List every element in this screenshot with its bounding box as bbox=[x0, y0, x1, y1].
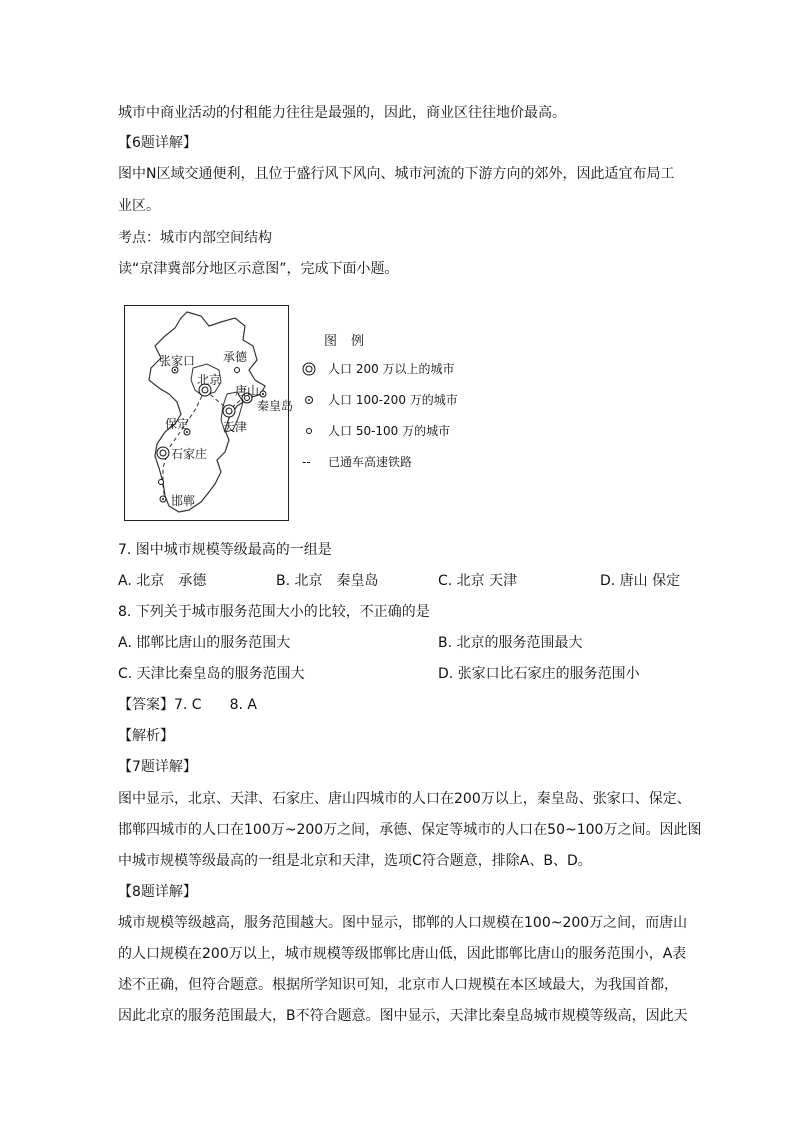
q8-stem: 8. 下列关于城市服务范围大小的比较，不正确的是 bbox=[118, 604, 430, 620]
legend-title: 图例 bbox=[324, 334, 379, 349]
high-speed-rail-line bbox=[163, 390, 208, 500]
label-beijing: 北京 bbox=[197, 373, 222, 387]
label-tangshan: 唐山 bbox=[235, 384, 260, 398]
legend-item-50-100 bbox=[300, 422, 470, 440]
small-city-symbol bbox=[159, 480, 164, 485]
paragraph-commercial-rent: 城市中商业活动的付租能力往往是最强的，因此，商业区往往地价最高。 bbox=[118, 105, 566, 121]
label-chengde: 承德 bbox=[223, 350, 248, 364]
city-shijiazhuang-symbol bbox=[157, 447, 169, 459]
label-baoding: 保定 bbox=[165, 417, 190, 431]
q7-stem: 7. 图中城市规模等级最高的一组是 bbox=[118, 542, 332, 558]
legend-item-100-200 bbox=[300, 391, 470, 409]
q8-option-d: D. 张家口比石家庄的服务范围小 bbox=[438, 666, 640, 682]
label-qinhuangdao: 秦皇岛 bbox=[257, 399, 294, 413]
q6-heading: 【6题详解】 bbox=[118, 135, 197, 151]
q8-detail-line1: 城市规模等级越高，服务范围越大。图中显示，邯郸的人口规模在100~200万之间，而唐山 bbox=[118, 915, 688, 931]
map-graphic bbox=[125, 306, 290, 522]
q8-option-b: B. 北京的服务范围最大 bbox=[438, 635, 583, 651]
city-chengde-symbol bbox=[235, 368, 240, 373]
legend-text-50-100: 人口 50-100 万的城市 bbox=[328, 424, 451, 438]
q7-option-c: C. 北京 天津 bbox=[438, 573, 518, 589]
q7-detail-heading: 【7题详解】 bbox=[118, 759, 197, 775]
legend-item-rail bbox=[300, 453, 470, 471]
q8-option-a: A. 邯郸比唐山的服务范围大 bbox=[118, 635, 291, 651]
city-tianjin-symbol bbox=[223, 405, 235, 417]
city-qinhuangdao-symbol bbox=[260, 391, 266, 397]
q7-detail-line2: 邯郸四城市的人口在100万~200万之间，承德、保定等城市的人口在50~100万之间。因此图 bbox=[118, 822, 702, 838]
q7-option-b: B. 北京 秦皇岛 bbox=[276, 573, 379, 589]
jingjinji-map bbox=[124, 305, 294, 521]
q8-detail-line4: 因此北京的服务范围最大，B不符合题意。图中显示，天津比秦皇岛城市规模等级高，因此天 bbox=[118, 1008, 688, 1024]
label-shijiazhuang: 石家庄 bbox=[171, 447, 208, 461]
q6-explanation-line2: 业区。 bbox=[118, 198, 160, 214]
analysis-heading: 【解析】 bbox=[118, 728, 174, 744]
q7-option-d: D. 唐山 保定 bbox=[600, 573, 681, 589]
q8-detail-heading: 【8题详解】 bbox=[118, 884, 197, 900]
answer-line: 【答案】7. C 8. A bbox=[118, 697, 257, 713]
q7-detail-line3: 中城市规模等级最高的一组是北京和天津，选项C符合题意，排除A、B、D。 bbox=[118, 853, 592, 869]
small-circle-icon bbox=[302, 424, 316, 438]
legend-text-rail: 已通车高速铁路 bbox=[328, 455, 413, 469]
q7-option-a: A. 北京 承德 bbox=[118, 573, 207, 589]
dot-circle-icon bbox=[302, 393, 316, 407]
legend-text-200plus: 人口 200 万以上的城市 bbox=[328, 362, 455, 376]
q8-detail-line2: 的人口规模在200万以上，城市规模等级邯郸比唐山低，因此邯郸比唐山的服务范围小，A表 bbox=[118, 946, 687, 962]
legend-text-100-200: 人口 100-200 万的城市 bbox=[328, 393, 458, 407]
q7-detail-line1: 图中显示，北京、天津、石家庄、唐山四城市的人口在200万以上，秦皇岛、张家口、保定、 bbox=[118, 791, 691, 807]
reading-intro: 读“京津冀部分地区示意图”，完成下面小题。 bbox=[118, 261, 399, 277]
label-tianjin: 天津 bbox=[223, 420, 248, 434]
label-handan: 邯郸 bbox=[171, 494, 196, 508]
hebei-outline bbox=[149, 312, 265, 512]
double-circle-icon bbox=[302, 362, 316, 376]
q6-explanation-line1: 图中N区域交通便利，且位于盛行风下风向、城市河流的下游方向的郊外，因此适宜布局工 bbox=[118, 166, 675, 182]
city-handan-symbol bbox=[160, 496, 166, 502]
knowledge-point: 考点：城市内部空间结构 bbox=[118, 230, 272, 246]
map-legend bbox=[300, 328, 470, 478]
label-zhangjiakou: 张家口 bbox=[159, 354, 196, 368]
q8-detail-line3: 述不正确，但符合题意。根据所学知识可知，北京市人口规模在本区域最大，为我国首都， bbox=[118, 977, 678, 993]
dash-line-icon: -- bbox=[302, 455, 311, 469]
legend-item-200plus bbox=[300, 360, 470, 378]
q8-option-c: C. 天津比秦皇岛的服务范围大 bbox=[118, 666, 305, 682]
